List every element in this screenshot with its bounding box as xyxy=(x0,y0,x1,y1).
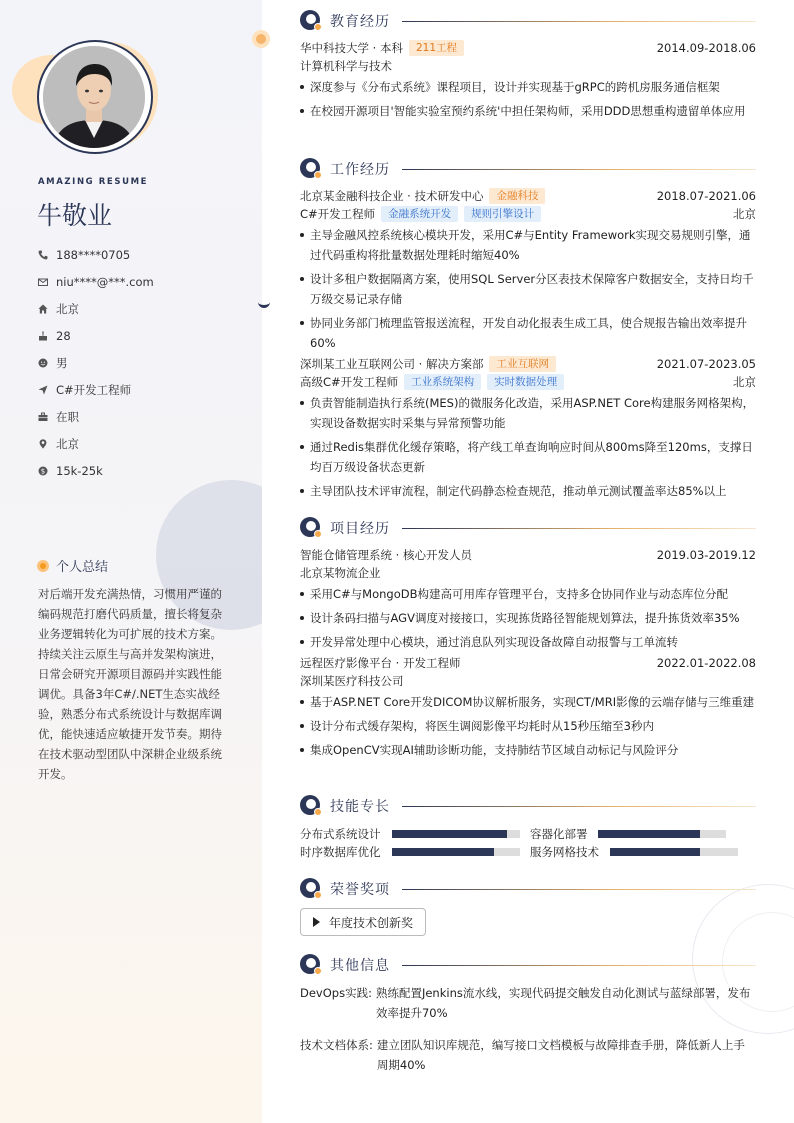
other-value: 熟练配置Jenkins流水线，实现代码提交触发自动化测试与蓝绿部署，发布效率提升70% xyxy=(375,986,751,1020)
section-title: 其他信息 xyxy=(330,958,390,974)
project-org: 深圳某医疗科技公司 xyxy=(300,674,404,688)
cake-icon xyxy=(38,331,48,341)
section-icon xyxy=(300,158,322,180)
skill-name: 服务网格技术 xyxy=(530,845,599,859)
info-home xyxy=(38,295,154,322)
list-item: 采用C#与MongoDB构建高可用库存管理平台，支持多仓协同作业与动态库位分配 xyxy=(300,584,756,604)
award-name: 年度技术创新奖 xyxy=(329,915,414,930)
company-tag: 金融科技 xyxy=(489,188,545,204)
award-item xyxy=(300,908,426,936)
briefcase-icon xyxy=(38,412,48,422)
job-role: C#开发工程师 xyxy=(300,207,376,221)
work-entry xyxy=(300,355,756,501)
section-icon xyxy=(300,517,322,539)
list-item: 设计分布式缓存架构，将医生调阅影像平均耗时从15秒压缩至3秒内 xyxy=(300,716,756,736)
school-name: 华中科技大学 · 本科 xyxy=(300,41,403,55)
skill-bar xyxy=(392,848,520,856)
decor-dot xyxy=(252,30,270,48)
section-divider xyxy=(402,169,756,170)
list-item: 基于ASP.NET Core开发DICOM协议解析服务，实现CT/MRI影像的云端存储与三维重建 xyxy=(300,692,756,712)
info-age xyxy=(38,322,154,349)
company-name: 北京某金融科技企业 · 技术研发中心 xyxy=(300,189,484,203)
home-icon xyxy=(38,304,48,314)
info-status xyxy=(38,403,154,430)
project-name: 远程医疗影像平台 · 开发工程师 xyxy=(300,656,461,670)
phone-icon xyxy=(38,250,48,260)
role-tag: 规则引擎设计 xyxy=(464,206,541,222)
section-icon xyxy=(300,10,322,32)
info-salary xyxy=(38,457,154,484)
other-item xyxy=(300,983,756,1023)
section-divider xyxy=(402,21,756,22)
candidate-name: 牛敬业 xyxy=(37,201,113,230)
position-text: C#开发工程师 xyxy=(56,382,132,397)
skill-bar xyxy=(392,830,520,838)
skill-name: 分布式系统设计 xyxy=(300,827,381,841)
list-item: 主导金融风控系统核心模块开发，采用C#与Entity Framework实现交易规则引擎，通过代码重构将批量数据处理耗时缩短40% xyxy=(300,225,756,265)
role-tag: 工业系统架构 xyxy=(404,374,481,390)
bullet-dot-icon xyxy=(37,560,49,572)
skill-bar xyxy=(598,830,726,838)
list-item: 集成OpenCV实现AI辅助诊断功能，支持肺结节区域自动标记与风险评分 xyxy=(300,740,756,760)
salary-icon xyxy=(38,466,48,476)
svg-text:$: $ xyxy=(40,467,46,476)
decor-arc xyxy=(258,296,270,308)
section-skills-header xyxy=(300,795,756,817)
list-item: 设计多租户数据隔离方案，使用SQL Server分区表技术保障客户数据安全，支持日均千万级交易记录存储 xyxy=(300,269,756,309)
other-item xyxy=(300,1035,756,1075)
job-date: 2018.07-2021.06 xyxy=(656,189,756,203)
brand-label: AMAZING RESUME xyxy=(38,177,149,187)
section-work-header xyxy=(300,158,756,180)
section-icon xyxy=(300,795,322,817)
other-value: 建立团队知识库规范，编写接口文档模板与故障排查手册，降低新人上手周期40% xyxy=(376,1038,745,1072)
skill-name: 容器化部署 xyxy=(530,827,588,841)
role-tag: 金融系统开发 xyxy=(381,206,458,222)
sidebar xyxy=(0,0,262,1123)
education-entry xyxy=(300,39,756,121)
education-date: 2014.09-2018.06 xyxy=(656,41,756,55)
job-city: 北京 xyxy=(733,375,756,389)
summary-title: 个人总结 xyxy=(56,560,109,575)
skill-bar xyxy=(610,848,738,856)
section-icon xyxy=(300,954,322,976)
skill-name: 时序数据库优化 xyxy=(300,845,381,859)
project-name: 智能仓储管理系统 · 核心开发人员 xyxy=(300,548,472,562)
other-key: 技术文档体系: xyxy=(300,1038,373,1052)
info-gender xyxy=(38,349,154,376)
project-org: 北京某物流企业 xyxy=(300,566,381,580)
job-role: 高级C#开发工程师 xyxy=(300,375,399,389)
section-title: 技能专长 xyxy=(330,799,390,815)
section-honors-header xyxy=(300,878,756,900)
gender-text: 男 xyxy=(56,355,68,370)
work-entry xyxy=(300,187,756,353)
section-projects-header xyxy=(300,517,756,539)
location-icon xyxy=(38,439,48,449)
email-text: niu****@***.com xyxy=(56,274,154,289)
section-divider xyxy=(402,965,756,966)
list-item: 设计条码扫描与AGV调度对接接口，实现拣货路径智能规划算法，提升拣货效率35% xyxy=(300,608,756,628)
send-icon xyxy=(38,385,48,395)
section-divider xyxy=(402,528,756,529)
project-date: 2022.01-2022.08 xyxy=(656,656,756,670)
info-location xyxy=(38,430,154,457)
project-entry xyxy=(300,654,756,760)
project-entry xyxy=(300,546,756,652)
summary-text: 对后端开发充满热情，习惯用严谨的编码规范打磨代码质量，擅长将复杂业务逻辑转化为可扩展的技术方案。持续关注云原生与高并发架构演进，日常会研究开源项目源码并实践性能调优。具备3年C#/.NET生态实战经验，熟悉分布式系统设计与数据库调优，能快速适应敏捷开发节奏。期待在技术驱动型团队中深耕企业级系统开发。 xyxy=(38,587,222,781)
summary-heading xyxy=(37,556,108,575)
list-item: 通过Redis集群优化缓存策略，将产线工单查询响应时间从800ms降至120ms，支撑日均百万级设备状态更新 xyxy=(300,437,756,477)
section-divider xyxy=(402,806,756,807)
role-tag: 实时数据处理 xyxy=(487,374,564,390)
location-text: 北京 xyxy=(56,436,79,451)
other-key: DevOps实践: xyxy=(300,986,372,1000)
avatar xyxy=(43,46,145,148)
home-text: 北京 xyxy=(56,301,79,316)
info-position xyxy=(38,376,154,403)
section-education-header xyxy=(300,10,756,32)
section-title: 荣誉奖项 xyxy=(330,882,390,898)
section-title: 项目经历 xyxy=(330,521,390,537)
company-tag: 工业互联网 xyxy=(489,356,556,372)
info-phone xyxy=(38,241,154,268)
job-date: 2021.07-2023.05 xyxy=(656,357,756,371)
salary-text: 15k-25k xyxy=(56,463,103,478)
list-item: 在校园开源项目'智能实验室预约系统'中担任架构师，采用DDD思想重构遗留单体应用 xyxy=(300,101,756,121)
major: 计算机科学与技术 xyxy=(300,59,392,73)
play-icon xyxy=(313,917,320,927)
info-email xyxy=(38,268,154,295)
phone-text: 188****0705 xyxy=(56,247,131,262)
school-tag: 211工程 xyxy=(409,40,464,56)
section-other-header xyxy=(300,954,756,976)
age-text: 28 xyxy=(56,328,71,343)
section-title: 教育经历 xyxy=(330,14,390,30)
section-divider xyxy=(402,889,756,890)
project-date: 2019.03-2019.12 xyxy=(656,548,756,562)
contact-info xyxy=(38,241,154,484)
section-title: 工作经历 xyxy=(330,162,390,178)
job-city: 北京 xyxy=(733,207,756,221)
section-icon xyxy=(300,878,322,900)
list-item: 开发异常处理中心模块，通过消息队列实现设备故障自动报警与工单流转 xyxy=(300,632,756,652)
status-text: 在职 xyxy=(56,409,79,424)
email-icon xyxy=(38,277,48,287)
company-name: 深圳某工业互联网公司 · 解决方案部 xyxy=(300,357,484,371)
list-item: 深度参与《分布式系统》课程项目，设计并实现基于gRPC的跨机房服务通信框架 xyxy=(300,77,756,97)
list-item: 主导团队技术评审流程，制定代码静态检查规范，推动单元测试覆盖率达85%以上 xyxy=(300,481,756,501)
list-item: 协同业务部门梳理监管报送流程，开发自动化报表生成工具，使合规报告输出效率提升60% xyxy=(300,313,756,353)
list-item: 负责智能制造执行系统(MES)的微服务化改造，采用ASP.NET Core构建服务网格架构，实现设备数据实时采集与异常预警功能 xyxy=(300,393,756,433)
gender-icon xyxy=(38,358,48,368)
